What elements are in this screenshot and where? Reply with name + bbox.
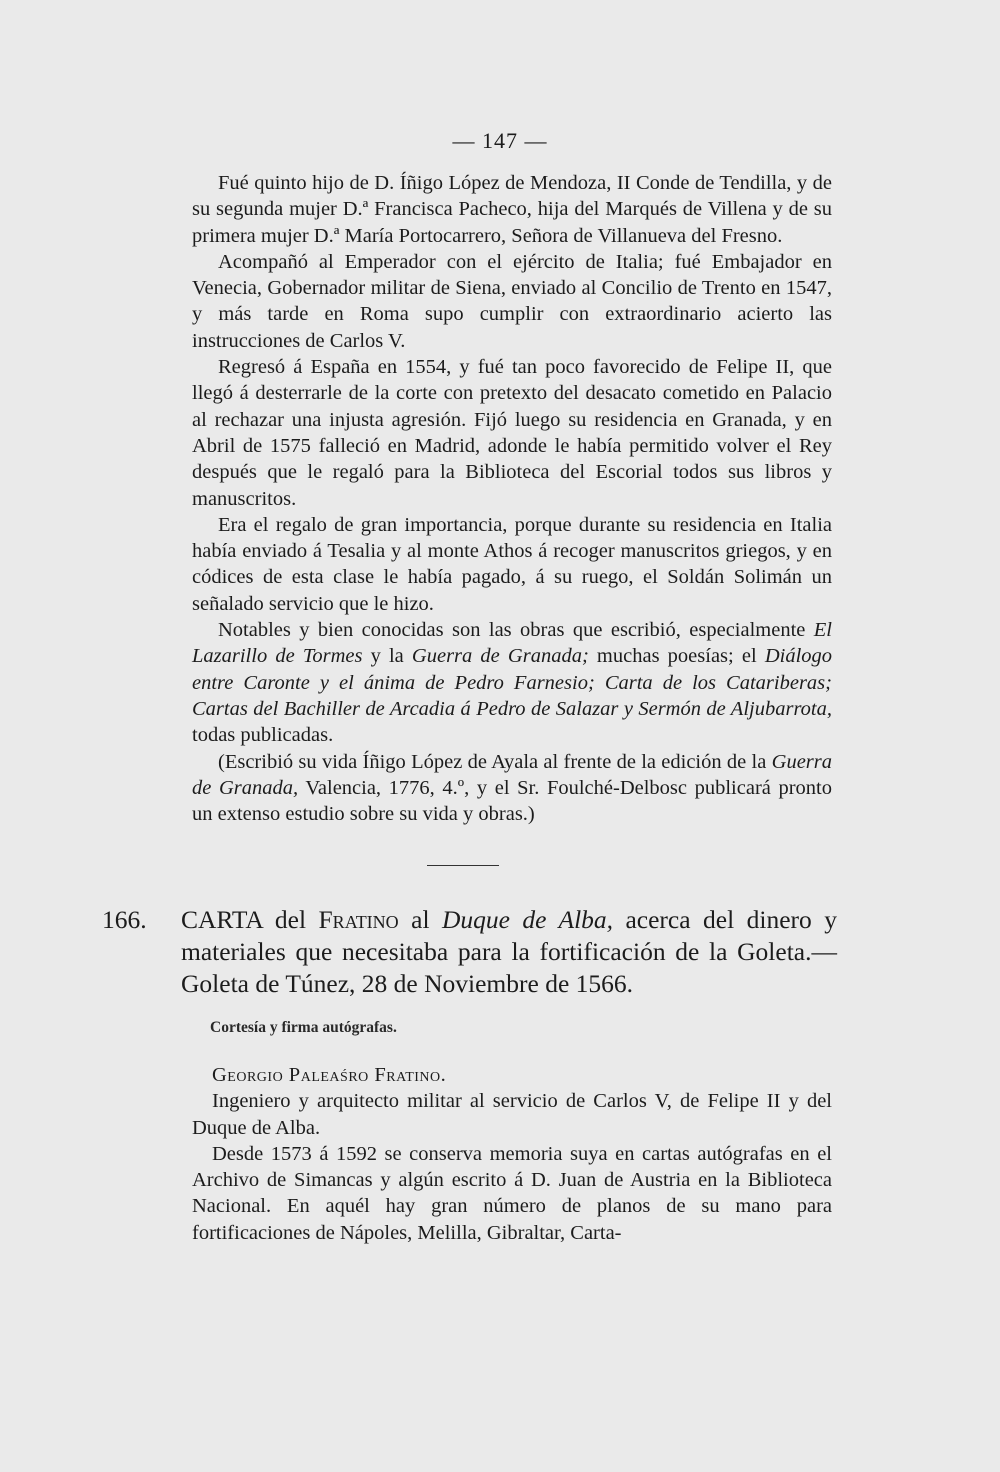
- entry-text-2: al: [398, 905, 442, 934]
- sources-text-1: (Escribió su vida Íñigo López de Ayala al frente de la edición de la: [218, 750, 772, 773]
- entry-text-3: acerca del dinero y materiales que necesitaba para la fortificación de la Goleta.— Goleta de Túnez, 28 de Noviembre de 1566.: [181, 905, 837, 998]
- works-text-3: muchas poesías; el: [588, 645, 765, 668]
- catalog-entry: [102, 904, 837, 1000]
- entry-number: 166.: [102, 905, 147, 934]
- paragraph-parentage: Fué quinto hijo de D. Íñigo López de Mendoza, II Conde de Tendilla, y de su segunda mujer D.ª Francisca Pacheco, hija del Marqués de Villena y de su primera mujer D.ª María Portocarrero, Señora de Villanueva del Fresno.: [192, 172, 832, 247]
- section-divider: [427, 865, 499, 866]
- entry-heading: [102, 904, 837, 1000]
- paragraph-sources: [192, 749, 832, 828]
- works-text-2: y la: [362, 645, 412, 668]
- bio-paragraph-role: Ingeniero y arquitecto militar al servicio de Carlos V, de Felipe II y del Duque de Alba.: [192, 1090, 832, 1139]
- works-text-1: Notables y bien conocidas son las obras que escribió, especialmente: [218, 619, 814, 642]
- biography-text: [192, 170, 832, 827]
- work-title-lazarillo: El Lazarillo de Tormes: [192, 619, 832, 668]
- paragraph-career: Acompañó al Emperador con el ejército de Italia; fué Embajador en Venecia, Gobernador militar de Siena, enviado al Concilio de Trento en 1547, y más tarde en Roma supo cumplir con extraordinario acierto las instrucciones de Carlos V.: [192, 250, 832, 352]
- paragraph-exile: Regresó á España en 1554, y fué tan poco favorecido de Felipe II, que llegó á desterrarle de la corte con pretexto del desacato cometido en Palacio al rechazar una injusta agresión. Fijó luego su residencia en Granada, y en Abril de 1575 falleció en Madrid, adonde le había permitido volver el Rey después que le regaló para la Biblioteca del Escorial todos sus libros y manuscritos.: [192, 356, 832, 510]
- paragraph-works: [192, 617, 832, 748]
- author-biography: [192, 1062, 832, 1246]
- work-titles-list: Diálogo entre Caronte y el ánima de Pedro Farnesio; Carta de los Catariberas; Cartas del Bachiller de Arcadia á Pedro de Salazar y Sermón de Aljubarrota,: [192, 645, 833, 720]
- bio-paragraph-records: Desde 1573 á 1592 se conserva memoria suya en cartas autógrafas en el Archivo de Simancas y algún escrito á D. Juan de Austria en la Biblioteca Nacional. En aquél hay gran número de planos de su mano para fortificaciones de Nápoles, Melilla, Gibraltar, Carta-: [192, 1142, 832, 1244]
- paragraph-gift: Era el regalo de gran importancia, porque durante su residencia en Italia había enviado á Tesalia y al monte Athos á recoger manuscritos griegos, y en códices de esta clase le había pagado, á su ruego, el Soldán Solimán un señalado servicio que le hizo.: [192, 513, 832, 615]
- entry-author: Fratino: [318, 905, 399, 934]
- author-name: Georgio Paleaśro Fratino.: [212, 1064, 447, 1086]
- entry-note: Cortesía y firma autógrafas.: [210, 1019, 397, 1036]
- entry-recipient: Duque de Alba,: [442, 905, 614, 934]
- entry-text-1: CARTA del: [181, 905, 319, 934]
- sources-text-2: Valencia, 1776, 4.º, y el Sr. Foulché-Delbosc publicará pronto un extenso estudio sobre su vida y obras.): [192, 776, 832, 826]
- work-title-guerra: Guerra de Granada;: [411, 645, 589, 668]
- page-number: — 147 —: [452, 128, 548, 153]
- works-text-4: todas publicadas.: [192, 724, 334, 747]
- source-title-guerra: Guerra de Granada,: [192, 750, 832, 799]
